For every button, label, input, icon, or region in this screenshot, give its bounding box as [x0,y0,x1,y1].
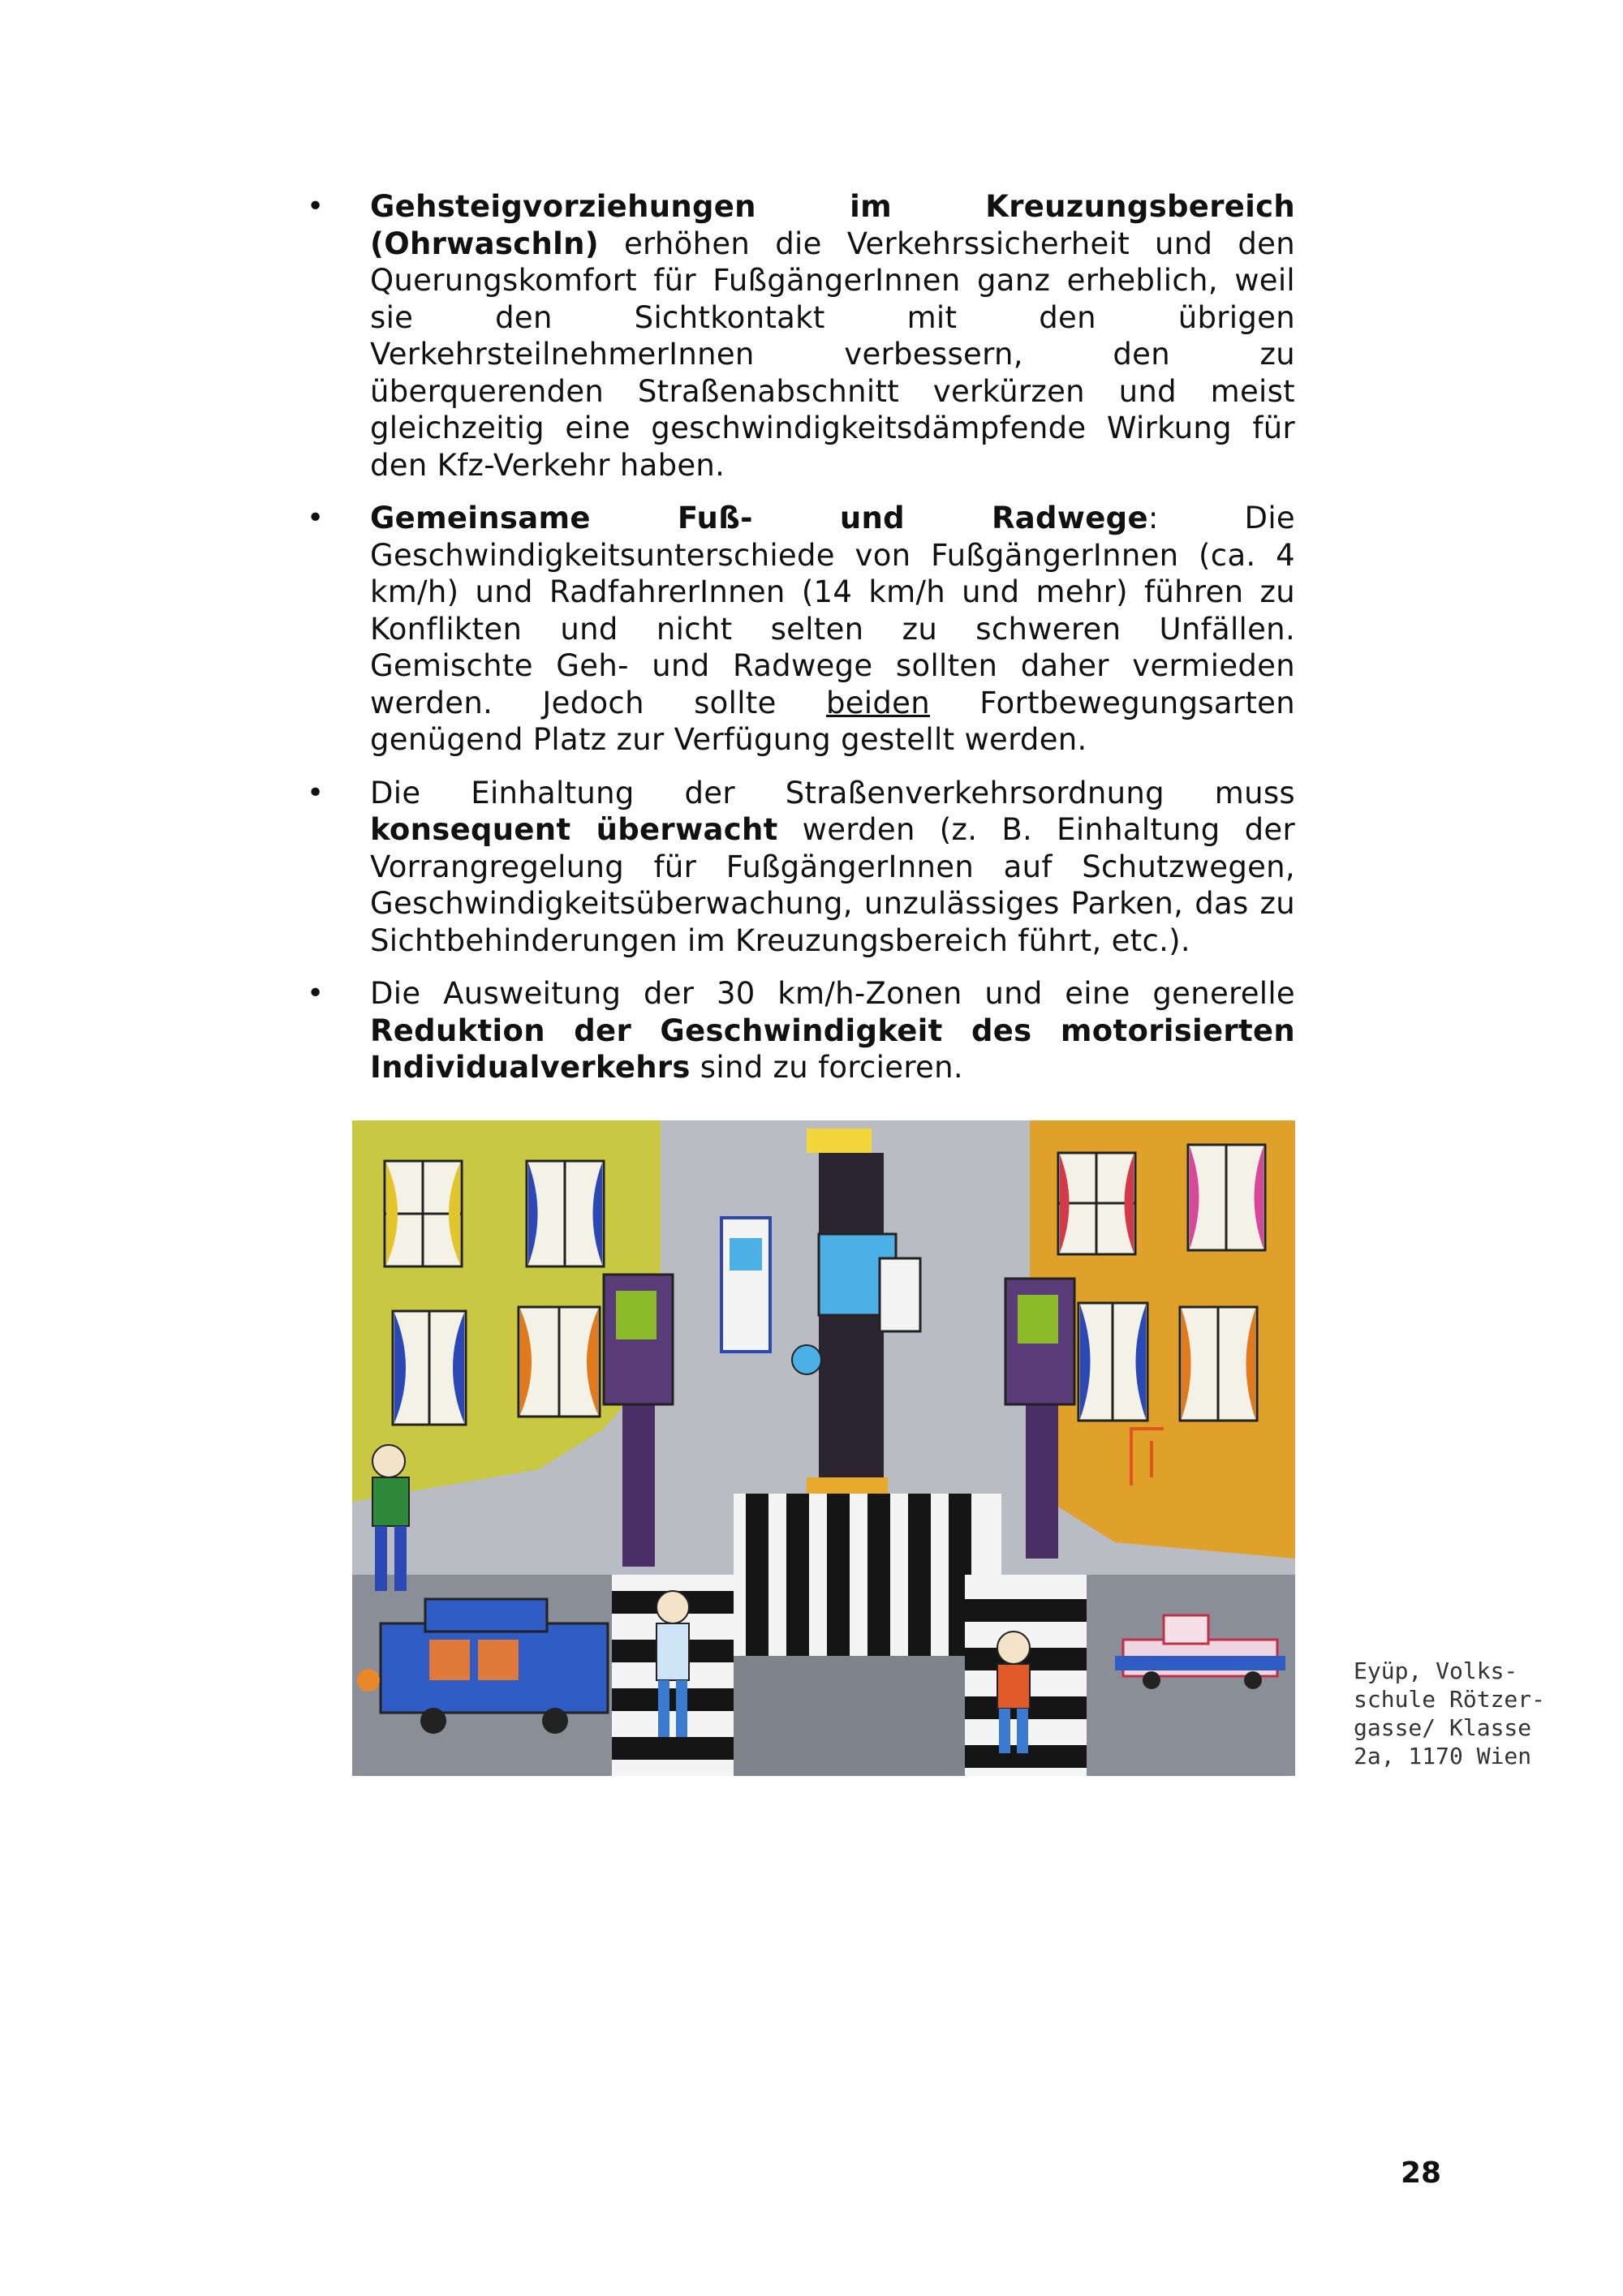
bold-term-enforcement: konsequent überwacht [370,812,778,847]
underlined-word: beiden [825,685,930,720]
image-caption: Eyüp, Volks- schule Rötzer- gasse/ Klasse 2a, 1170 Wien [1354,1658,1546,1769]
bullet-item-curb-extensions [307,188,1295,484]
page-number: 28 [1401,2156,1442,2190]
bold-term-speed-reduction: Reduktion der Geschwindigkeit des motorisierten Individualverkehrs [370,1013,1295,1085]
paragraph-shared-paths [370,500,1295,759]
bold-term-curb-extensions: Gehsteigvorziehungen im Kreuzungsbereich (Ohrwaschln) [370,189,1295,261]
body-text: werden (z. B. Einhaltung der Vorrangregelung für FußgängerInnen auf Schutzwegen, Geschwindigkeitsüberwachung, unzulässiges Parken, das zu Sichtbehinderungen im Kreuzungsbereich führt, etc.). [370,812,1295,958]
paragraph-curb-extensions [370,188,1295,484]
body-text: Die Einhaltung der Straßenverkehrsordnung muss [370,775,1295,810]
body-text: : Die Geschwindigkeitsunterschiede von FußgängerInnen (ca. 4 km/h) und RadfahrerInnen (14 km/h und mehr) führen zu Konflikten und nicht selten zu schweren Unfällen. Gemischte Geh- und Radwege sollten daher vermieden werden. Jedoch sollte [370,501,1295,720]
bullet-item-shared-paths [307,500,1295,759]
body-text: erhöhen die Verkehrssicherheit und den Querungskomfort für FußgängerInnen ganz erheblich, weil sie den Sichtkontakt mit den übrigen VerkehrsteilnehmerInnen verbessern, den zu überquerenden Straßenabschnitt verkürzen und meist gleichzeitig eine geschwindigkeitsdämpfende Wirkung für den Kfz-Verkehr haben. [370,226,1295,483]
road-center [734,1656,1001,1776]
bullet-item-enforcement [307,775,1295,960]
body-text: Fortbewegungsarten genügend Platz zur Verfügung gestellt werden. [370,685,1295,757]
body-text: Die Ausweitung der 30 km/h-Zonen und eine generelle [370,976,1295,1011]
bullet-item-speed-reduction [307,975,1295,1086]
children-drawing-street-crossing [352,1120,1295,1776]
crosswalk-center [734,1494,1001,1656]
bullet-list [307,188,1295,1103]
body-text: sind zu forcieren. [690,1050,963,1085]
paragraph-enforcement [370,775,1295,960]
bold-term-shared-paths: Gemeinsame Fuß- und Radwege [370,501,1148,535]
paragraph-speed-reduction [370,975,1295,1086]
drawing-svg [352,1120,1295,1776]
